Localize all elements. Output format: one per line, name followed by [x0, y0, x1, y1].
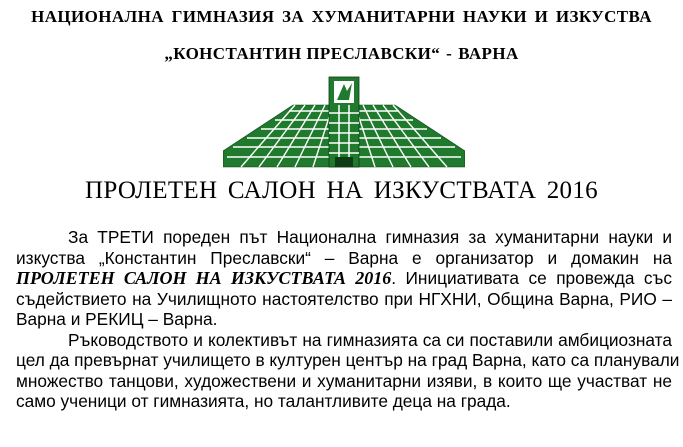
paragraph-2-line-3: множество танцови, художествени и хуманитарни изяви, в които ще участват не	[16, 370, 672, 391]
paragraph-1-line-5: Варна и РЕКИЦ – Варна.	[16, 309, 218, 329]
paragraph-1-line-3	[16, 268, 672, 289]
paragraph-1-line-4: съдействието на Училищното настоятелство при НГХНИ, Община Варна, РИО –	[16, 288, 672, 309]
article-body	[16, 227, 680, 412]
paragraph-2-line-2: цел да превърнат училището в културен център на град Варна, като са планували	[16, 350, 680, 370]
school-name-heading: НАЦИОНАЛНА ГИМНАЗИЯ ЗА ХУМАНИТАРНИ НАУКИ И ИЗКУСТВА	[31, 7, 652, 26]
paragraph-1-line-2: изкуства „Константин Преславски“ – Варна е организатор и домакин на	[16, 247, 672, 268]
paragraph-1-line-3-rest: . Инициативата се провежда със	[391, 268, 672, 288]
event-title: ПРОЛЕТЕН САЛОН НА ИЗКУСТВАТА 2016	[85, 177, 598, 204]
paragraph-2-line-1: Ръководството и колективът на гимназията са си поставили амбициозната	[68, 329, 672, 350]
school-building-icon	[223, 71, 465, 171]
paragraph-1-line-1: За ТРЕТИ пореден път Национална гимназия за хуманитарни науки и	[68, 227, 672, 247]
heading-dash: -	[446, 44, 453, 63]
patron-name: „КОНСТАНТИН ПРЕСЛАВСКИ“	[164, 44, 441, 63]
paragraph-2-line-4: само ученици от гимназията, но талантливите деца на града.	[16, 391, 511, 411]
city-name: ВАРНА	[458, 44, 519, 63]
event-name-emphasis: ПРОЛЕТЕН САЛОН НА ИЗКУСТВАТА 2016	[16, 268, 392, 288]
patron-city-heading	[0, 44, 683, 64]
